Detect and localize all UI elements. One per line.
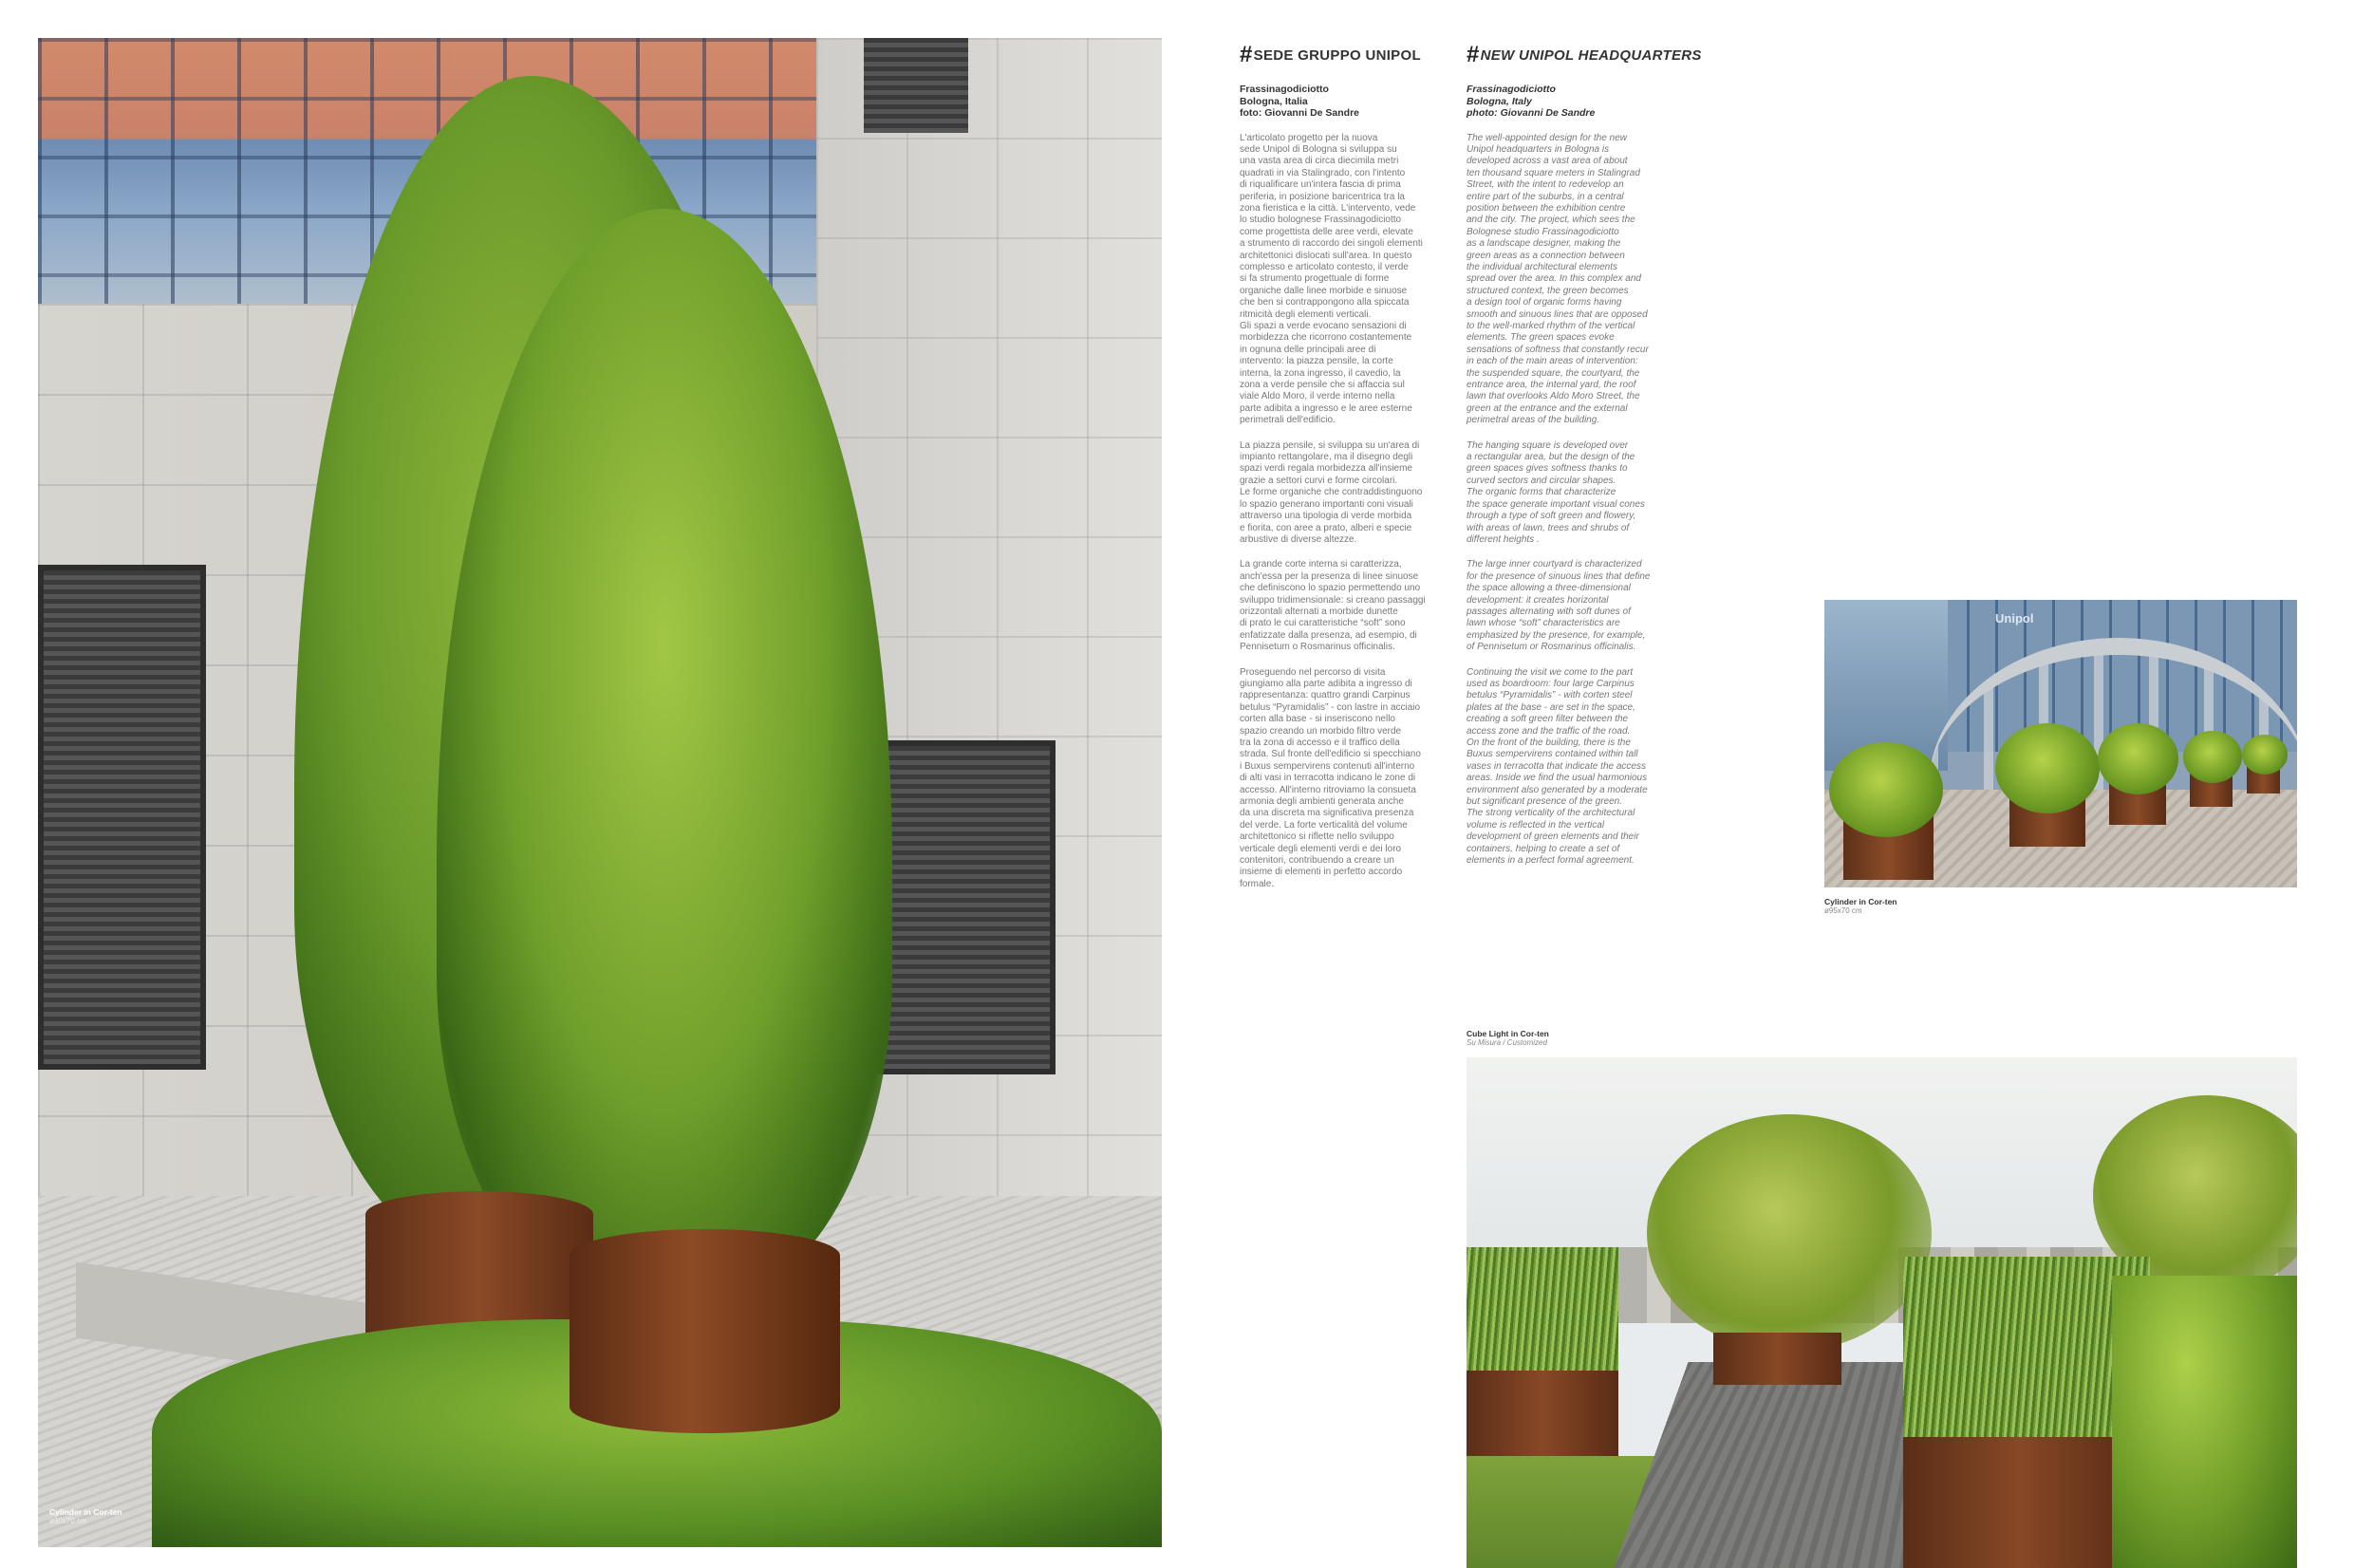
caption-main [49,1507,122,1526]
article-column-english [1467,42,1702,880]
louver-vent-top [864,38,968,133]
photo-main-hedge-entrance [38,38,1162,1547]
body-en [1467,133,1687,868]
caption-court-title: Cylinder in Cor-ten [1824,897,1897,906]
paragraph-it-4: Proseguendo nel percorso di visita giungiamo alla parte adibita a ingresso di rappresentanza: quattro grandi Carpinus betulus “Pyramidalis” - con lastre in acciaio corten alla base - si inseriscono nello spazio creando un morbido filtro verde tra la zona di accesso e il traffico della strada. Sul fronte dell'edificio si specchiano i Buxus sempervirens contenuti all'interno di alti vasi in terracotta indicano le zone di accesso. All'interno ritroviamo la consueta armonia degli ambienti generata anche da una discreta ma significativa presenza del verde. La forte verticalità del volume architettonico si riflette nello sviluppo verticale degli elementi verdi e dei loro contenitori, contribuendo a creare un insieme di elementi in perfetto accordo formale. [1240,666,1421,889]
caption-roof-sub: Su Misura / Customized [1467,1038,1547,1047]
article-column-italian [1240,42,1460,904]
paragraph-en-2: The hanging square is developed over a rectangular area, but the design of the green spaces gives softness thanks to curved sectors and circular shapes. The organic forms that characterize the space generate important visual cones through a type of soft green and flowery, with areas of lawn, trees and shrubs of different heights . [1467,439,1645,545]
boxwood-sphere-5 [2242,735,2288,775]
louver-vent-left [38,565,206,1070]
caption-court [1824,897,1897,916]
title-en-text: NEW UNIPOL HEADQUARTERS [1480,47,1702,64]
louver-vent-right [873,740,1056,1074]
meta-it-location: Bologna, Italia [1240,95,1308,107]
corten-cube-planter-front [1903,1437,2136,1568]
maple-tree-center [1647,1114,1932,1352]
meta-en-photo: photo: Giovanni De Sandre [1467,107,1596,119]
photo-courtyard-boxwood [1824,600,2297,887]
paragraph-en-1: The well-appointed design for the new Unipol headquarters in Bologna is developed across a vast area of about ten thousand square meters in Stalingrad Street, with the intent to redevelop an entire part of the suburbs, in a central position between the exhibition centre and the city. The project, which sees the Bolognese studio Frassinagodiciotto as a landscape designer, making the green areas as a connection between the individual architectural elements spread over the area. In this complex and structured context, the green becomes a design tool of organic forms having smooth and sinuous lines that are opposed to the well-marked rhythm of the vertical elements. The green spaces evoke sensations of softness that constantly recur in each of the main areas of intervention: the suspended square, the courtyard, the entrance area, the internal yard, the roof lawn that overlooks Aldo Moro Street, the green at the entrance and the external perimetral areas of the building. [1467,132,1649,426]
paragraph-it-3: La grande corte interna si caratterizza, anch'essa per la presenza di linee sinuose che definiscono lo spazio permettendo uno sviluppo tridimensionale: si creano passaggi orizzontali alternati a morbide dunette di prato le cui caratteristiche “soft” sono enfatizzate dalla presenza, ad esempio, di Pennisetum o Rosmarinus officinalis. [1240,559,1426,653]
paragraph-en-4: Continuing the visit we come to the part used as boardroom: four large Carpinus betulus “Pyramidalis” - with corten steel plates at the base - are set in the space, creating a soft green filter between the access zone and the traffic of the road. On the front of the building, there is the Buxus sempervirens contained within tall vases in terracotta that indicate the access areas. Inside we find the usual harmonious environment also generated by a moderate but significant presence of the green. The strong verticality of the architectural volume is reflected in the vertical development of green elements and their containers, helping to create a set of elements in a perfect formal agreement. [1467,666,1648,867]
unipol-sign: Unipol [1995,611,2034,625]
title-it [1240,42,1460,68]
boxwood-sphere-3 [2098,723,2178,794]
paragraph-it-1: L'articolato progetto per la nuova sede Unipol di Bologna si sviluppa su una vasta area di circa diecimila metri quadrati in via Stalingrado, con l'intento di riqualificare un'intera fascia di prima periferia, in posizione baricentrica tra la zona fieristica e la città. L'intervento, vede lo studio bolognese Frassinagodiciotto come progettista delle aree verdi, elevate a strumento di raccordo dei singoli elementi architettonici dislocati sull'area. In questo complesso e articolato contesto, il verde si fa strumento progettuale di forme organiche dalle linee morbide e sinuose che ben si contrappongono alla spiccata ritmicità degli elementi verticali. Gli spazi a verde evocano sensazioni di morbidezza che ricorrono costantemente in ognuna delle principali aree di intervento: la piazza pensile, la corte interna, la zona ingresso, il cavedio, la zona a verde pensile che si affaccia sul viale Aldo Moro, il verde interno nella parte adibita a ingresso e le aree esterne perimetrali dell'edificio. [1240,132,1423,426]
corten-cylinder-planter-front [570,1229,840,1433]
meta-en-studio: Frassinagodiciotto [1467,84,1556,95]
title-en [1467,42,1702,68]
hash-symbol-en: # [1467,42,1480,67]
hash-symbol-it: # [1240,42,1253,67]
hedge-wall-right [2112,1276,2297,1568]
meta-en [1467,84,1687,120]
meta-it-studio: Frassinagodiciotto [1240,84,1329,95]
caption-main-sub: ø90x70 cm [49,1517,87,1525]
paragraph-it-2: La piazza pensile, si sviluppa su un'area di impianto rettangolare, ma il disegno degli spazi verdi regala morbidezza all'insieme grazie a settori curvi e forme circolari. Le forme organiche che contraddistinguono lo spazio generano importanti coni visuali attraverso una tipologia di verde morbida e fiorita, con aree a prato, alberi e specie arbustive di diverse altezze. [1240,439,1423,545]
body-it [1240,133,1460,891]
caption-court-sub: ø95x70 cm [1824,906,1862,915]
caption-main-title: Cylinder in Cor-ten [49,1507,122,1517]
meta-it [1240,84,1460,120]
boxwood-sphere-4 [2183,731,2242,783]
caption-roof [1467,1029,1549,1048]
caption-roof-title: Cube Light in Cor-ten [1467,1029,1549,1038]
corten-cube-planter-center [1713,1333,1841,1385]
photo-roof-garden [1467,1057,2297,1568]
meta-it-photo: foto: Giovanni De Sandre [1240,107,1360,119]
title-it-text: SEDE GRUPPO UNIPOL [1253,47,1421,64]
boxwood-sphere-1 [1829,742,1943,837]
meta-en-location: Bologna, Italy [1467,95,1532,107]
boxwood-sphere-2 [1995,723,2100,813]
paragraph-en-3: The large inner courtyard is characterized for the presence of sinuous lines that define the space allowing a three-dimensional development: it creates horizontal passages alternating with soft dunes of lawn whose “soft” characteristics are emphasized by the presence, for example, of Pennisetum or Rosmarinus officinalis. [1467,559,1651,653]
